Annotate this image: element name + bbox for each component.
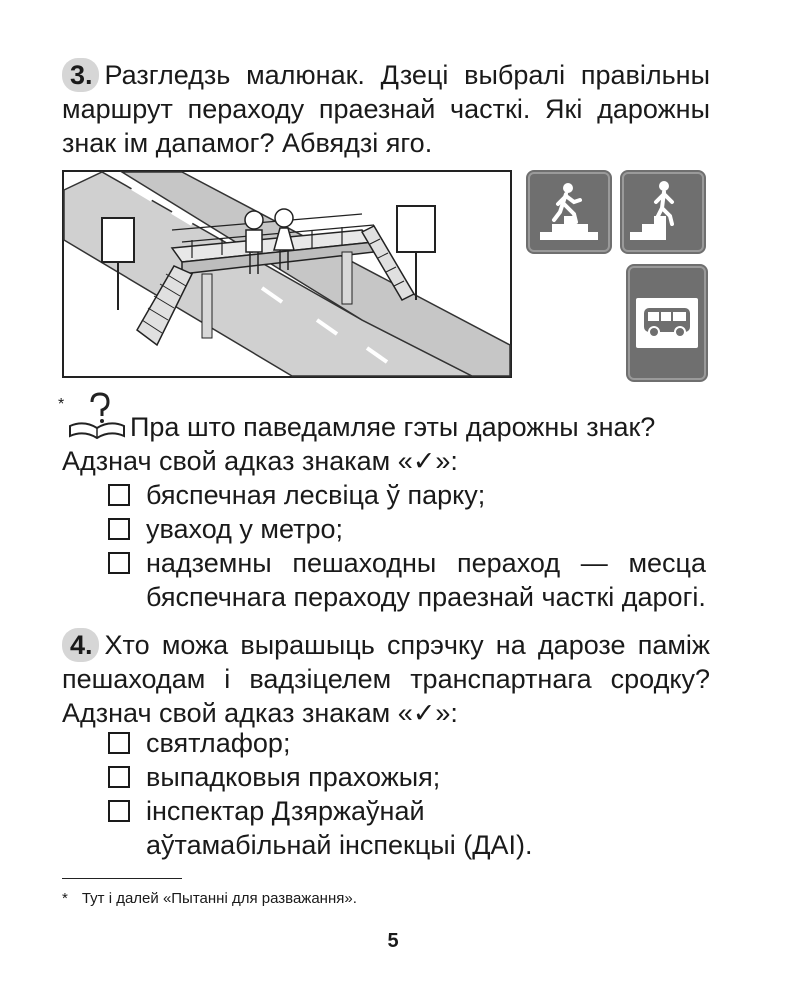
option-label-4: святлафор; [146, 728, 291, 758]
footnote [62, 890, 357, 907]
sign-overhead-crossing[interactable] [622, 172, 704, 252]
pedestrian-up-stairs-icon [624, 174, 702, 250]
option-label-3: надземны пешаходны пераход — месца бяспечнага пераходу праезнай часткі дарогі. [146, 548, 706, 612]
task3-body: Разгледзь малюнак. Дзеці выбралі правільны маршрут пераходу праезнай часткі. Які дарожны знак ім дапамог? Абвядзі яго. [62, 60, 710, 158]
checkbox-option-1[interactable] [108, 484, 130, 506]
option-label-5: выпадковыя прахожыя; [146, 762, 441, 792]
sign-underground-crossing[interactable] [528, 172, 610, 252]
question-star-body: Пра што паведамляе гэты дарожны знак? Адзнач свой адказ знакам «✓»: [62, 412, 656, 476]
checkbox-option-6[interactable] [108, 800, 130, 822]
page-number: 5 [387, 930, 399, 952]
task4-text [62, 628, 710, 730]
bus-icon [630, 268, 704, 378]
pedestrian-down-stairs-icon [530, 174, 608, 250]
question-star-text [62, 410, 710, 478]
footnote-marker-star: * [58, 396, 65, 413]
checkbox-option-3[interactable] [108, 552, 130, 574]
footnote-text: Тут і далей «Пытанні для разважання». [81, 890, 357, 907]
task4-number: 4. [62, 628, 99, 662]
task3-text [62, 58, 710, 160]
task3-number: 3. [62, 58, 99, 92]
footnote-divider [62, 878, 182, 879]
footnote-marker: * [62, 890, 68, 907]
option-label-6: інспектар Дзяржаўнай аўтамабільнай інспекцыі (ДАІ). [146, 796, 533, 860]
task4-body: Хто можа вырашыць спрэчку на дарозе паміж пешаходам і вадзіцелем транспартнага сродку? Адзнач свой адказ знакам «✓»: [62, 630, 710, 728]
sign-bus-stop[interactable] [628, 266, 706, 380]
option-label-2: уваход у метро; [146, 514, 344, 544]
checkbox-option-5[interactable] [108, 766, 130, 788]
option-label-1: бяспечная лесвіца ў парку; [146, 480, 486, 510]
checkbox-option-2[interactable] [108, 518, 130, 540]
overpass-illustration [62, 170, 512, 378]
checkbox-option-4[interactable] [108, 732, 130, 754]
